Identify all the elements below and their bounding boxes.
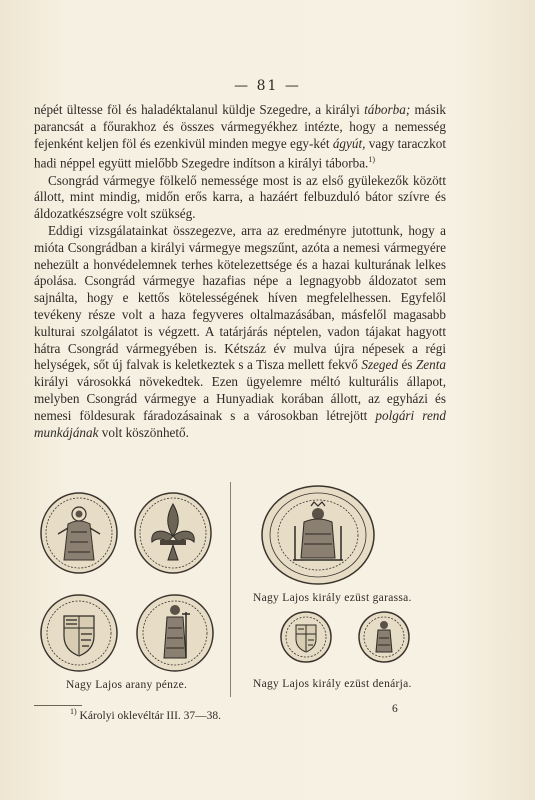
italic-run: Szeged	[361, 357, 398, 373]
coin-fleur-de-lis-icon	[132, 490, 214, 576]
silver-coins-panel	[230, 482, 449, 697]
text-run: királyi városokká növekedtek. Ezen ügyelemre méltó kulturális állapot, melyben Csongrád vármegye a Hunyadiak korában állott, az egyházi és nemesi földesurak fáradozásainak s a városokban létrejött	[34, 374, 446, 423]
coin-small-shield-icon	[279, 610, 333, 664]
caption-gold-coin: Nagy Lajos arany pénze.	[66, 679, 188, 691]
footnote-ref: 1)	[368, 155, 376, 165]
text-run: és	[397, 357, 416, 373]
caption-silver-groat: Nagy Lajos király ezüst garassa.	[253, 592, 412, 604]
italic-run: ágyút,	[332, 135, 366, 151]
text-run: vagy taraczkot hadi néppel együtt mielőbb Szegedre indítson a királyi táborba.	[34, 135, 446, 171]
footnote	[70, 707, 221, 722]
coin-shield-icon	[38, 592, 120, 674]
footnote-rule	[34, 705, 82, 706]
coin-figures	[30, 482, 448, 697]
coin-saint-standing-icon	[134, 592, 216, 674]
caption-silver-denar: Nagy Lajos király ezüst denárja.	[253, 678, 412, 690]
paragraph-1	[34, 102, 446, 173]
text-run: Eddigi vizsgálatainkat összegezve, arra az eredményre jutottunk, hogy a mióta Csongrádban a királyi vármegye megszűnt, azóta a nemesi vármegyére nehezült a honvédelemnek terhes kötelezettsége és a hazai kulturának lelkes ápolása. Csongrád vármegye hazafias népe a legnagyobb áldozatot sem sajnálta, hogy e kettős kötelességének híven megfelelhessen. Egyfelől tevékeny része volt a haza fegyveres oltalmazásában, másfelől magasabb kulturai szolgálatot is végzett. A tatárjárás néptelen, vadon tájakat hagyott hátra Csongrád vármegyében is. Kétszáz év mulva újra népesek a régi helységek, sőt új falvak is keletkeztek s a Tisza mellett fekvő	[34, 222, 446, 373]
text-run: Csongrád vármegye fölkelő nemessége most is az első gyülekezők között állott, mint mindig, midőn erős karra, a hazáért felbuzduló bátor szívre és áldozatkészségre volt szükség.	[34, 172, 446, 222]
paragraph-2	[34, 173, 446, 223]
coin-king-enthroned-icon	[259, 484, 377, 586]
coin-small-figure-icon	[357, 610, 411, 664]
text-run: másik parancsát a főurakhoz és összes vármegyékhez intézte, hogy a nemesség fejenként keljen föl és ezenkivül minden megye egy-két	[34, 102, 446, 151]
paragraph-3	[34, 223, 446, 441]
italic-run: polgári rend munkájának	[34, 407, 446, 440]
page-number: — 81 —	[234, 78, 301, 94]
italic-run: Zenta	[415, 357, 446, 373]
coin-saint-figure-icon	[38, 490, 120, 576]
text-run: népét ültesse föl és haladéktalanul küldje Szegedre, a királyi	[34, 102, 360, 117]
footnote-text: Károlyi oklevéltár III. 37—38.	[79, 709, 222, 722]
text-run: volt köszönhető.	[98, 424, 189, 440]
footnote-marker: 1)	[70, 707, 77, 716]
italic-run: táborba;	[364, 102, 411, 117]
main-text	[34, 102, 446, 441]
gold-coins-panel	[30, 482, 225, 697]
signature-mark: 6	[392, 703, 398, 715]
